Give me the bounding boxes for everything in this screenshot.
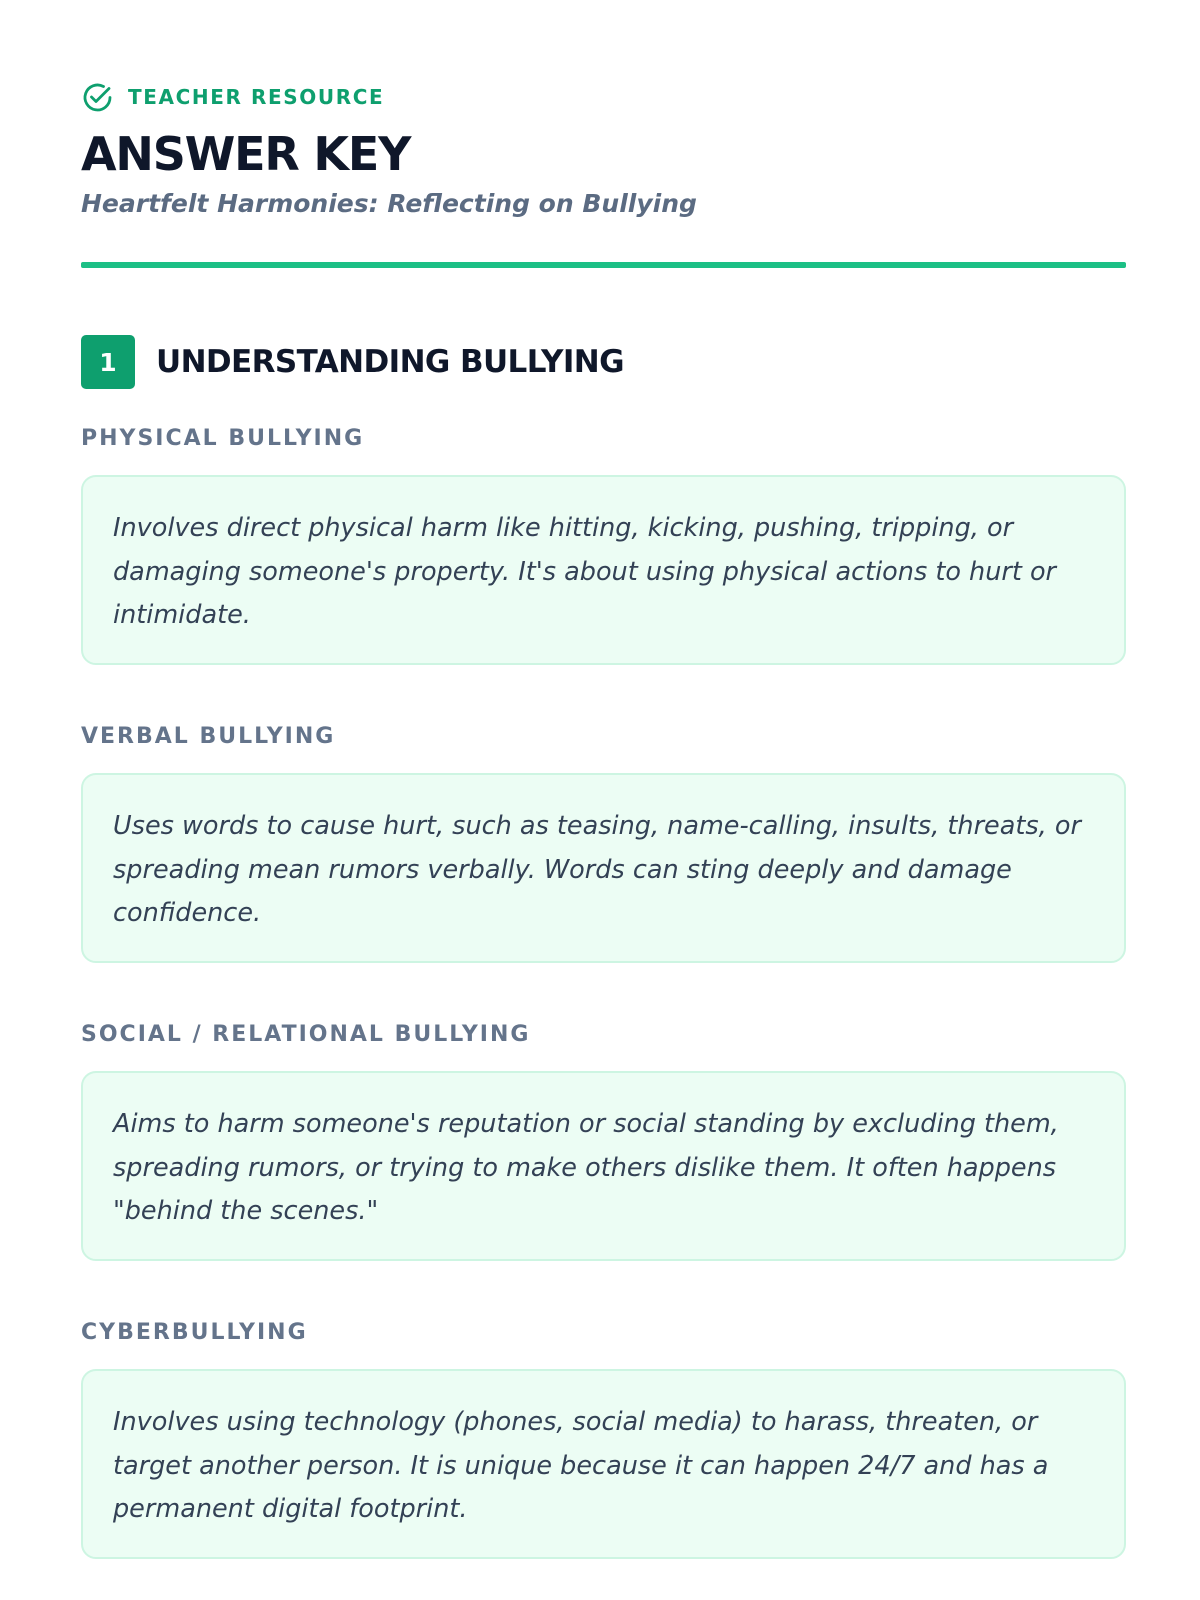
answer-item-social <box>81 1020 1126 1261</box>
header-divider <box>81 262 1126 268</box>
answer-item-label: PHYSICAL BULLYING <box>81 426 365 451</box>
eyebrow-label: TEACHER RESOURCE <box>128 85 385 109</box>
page-subtitle: Heartfelt Harmonies: Reflecting on Bullying <box>81 189 697 218</box>
answer-text: Uses words to cause hurt, such as teasing, name-calling, insults, threats, or spreading mean rumors verbally. Words can sting deeply and damage confidence. <box>113 811 1081 928</box>
answer-item-physical <box>81 424 1126 665</box>
answer-item-label: VERBAL BULLYING <box>81 724 336 749</box>
page-header <box>81 0 1119 222</box>
answer-item-label: CYBERBULLYING <box>81 1320 308 1345</box>
answer-item-cyber <box>81 1318 1126 1559</box>
check-circle-icon <box>81 81 114 114</box>
answer-text: Involves direct physical harm like hitting, kicking, pushing, tripping, or damaging someone's property. It's about using physical actions to hurt or intimidate. <box>113 513 1057 630</box>
answer-item-verbal <box>81 722 1126 963</box>
answer-box <box>81 1369 1126 1559</box>
answer-box <box>81 1071 1126 1261</box>
answer-text: Involves using technology (phones, social media) to harass, threaten, or target another person. It is unique because it can happen 24/7 and has a permanent digital footprint. <box>113 1407 1049 1524</box>
answer-item-label: SOCIAL / RELATIONAL BULLYING <box>81 1022 531 1047</box>
answer-box <box>81 475 1126 665</box>
section-number-badge: 1 <box>81 335 135 389</box>
section-title: UNDERSTANDING BULLYING <box>156 344 624 380</box>
answer-text: Aims to harm someone's reputation or social standing by excluding them, spreading rumors, or trying to make others dislike them. It often happens "behind the scenes." <box>113 1109 1059 1226</box>
answer-box <box>81 773 1126 963</box>
section-heading <box>81 335 624 389</box>
eyebrow <box>81 80 1119 114</box>
page-title: ANSWER KEY <box>81 127 411 181</box>
